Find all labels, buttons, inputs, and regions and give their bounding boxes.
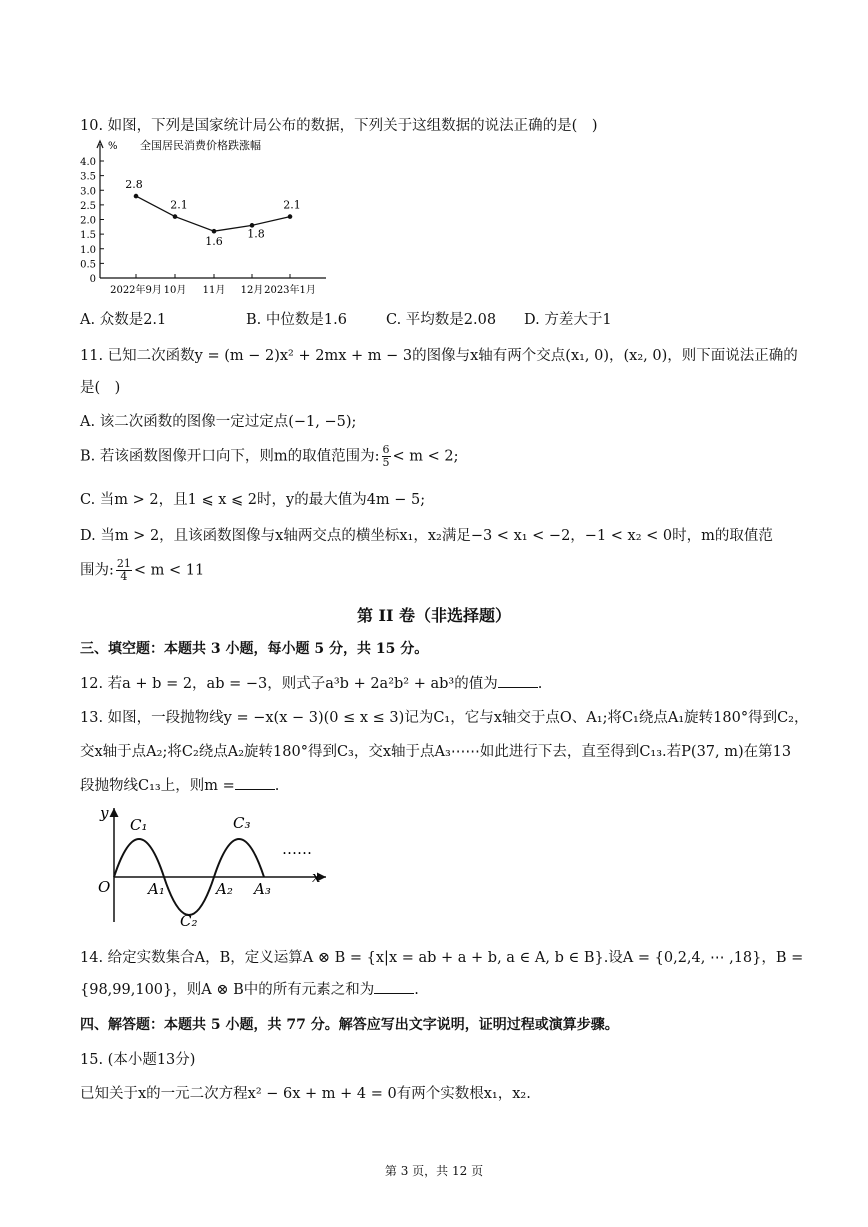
page-footer: 第 3 页，共 12 页 <box>384 1164 484 1178</box>
chart-x-tick-label: 12月 <box>240 285 264 296</box>
q10-line-chart <box>74 136 344 296</box>
axis-label-x: x <box>312 868 321 886</box>
q13-line1: 13. 如图，一段抛物线y = −x(x − 3)(0 ≤ x ≤ 3)记为C₁，它与x轴交于点O、A₁;将C₁绕点A₁旋转180°得到C₂， <box>80 710 809 726</box>
chart-y-tick-label: 3.0 <box>80 186 96 198</box>
chart-data-point <box>212 229 217 234</box>
q14-period: . <box>414 982 419 998</box>
chart-y-tick-label: 2.0 <box>80 215 96 227</box>
q11-stem-line1: 11. 已知二次函数y = (m − 2)x² + 2mx + m − 3的图像与x轴有两个交点(x₁, 0)，(x₂, 0)，则下面说法正确的 <box>80 348 798 364</box>
q14-stem-end: {98,99,100}，则A ⊗ B中的所有元素之和为 <box>80 982 375 998</box>
chart-data-label: 1.6 <box>205 235 223 249</box>
q11-option-d-line2 <box>80 558 204 583</box>
fraction-numerator: 6 <box>382 443 390 456</box>
curve-c3 <box>214 839 264 877</box>
chart-data-label: 2.1 <box>170 198 188 212</box>
chart-x-tick-label: 2023年1月 <box>264 285 316 296</box>
q15-text: 已知关于x的一元二次方程x² − 6x + m + 4 = 0有两个实数根x₁，x₂. <box>80 1086 531 1102</box>
curve-c1 <box>114 839 164 877</box>
q10-option-d: D. 方差大于1 <box>524 312 612 328</box>
chart-x-tick-label: 11月 <box>202 285 226 296</box>
chart-y-tick-label: 3.5 <box>80 171 96 183</box>
chart-data-point <box>134 194 139 199</box>
q13-stem-end: 段抛物线C₁₃上，则m = <box>80 778 235 794</box>
chart-data-point <box>173 214 178 219</box>
section-title: 第 II 卷（非选择题） <box>356 606 512 625</box>
q12-period: . <box>537 676 543 692</box>
chart-x-tick-label: 2022年9月 <box>110 285 162 296</box>
q11-option-b-fraction <box>382 444 391 469</box>
answer-blank <box>498 675 538 688</box>
fraction-denominator: 4 <box>120 570 128 583</box>
q13-period: . <box>274 778 280 794</box>
chart-data-label: 1.8 <box>247 227 265 241</box>
label-c2: C₂ <box>180 912 198 930</box>
chart-y-tick-label: 0 <box>89 274 96 285</box>
q11-option-c: C. 当m > 2，且1 ⩽ x ⩽ 2时，y的最大值为4m − 5; <box>80 492 426 508</box>
curve-c2 <box>164 877 214 915</box>
q15-header: 15. (本小题13分) <box>80 1052 196 1068</box>
label-a2: A₂ <box>216 880 233 898</box>
q11-option-d-line1: D. 当m > 2，且该函数图像与x轴两交点的横坐标x₁，x₂满足−3 < x₁ < −2，−1 < x₂ < 0时，m的取值范 <box>80 528 773 544</box>
q12-text <box>80 672 542 693</box>
q10-stem: 10. 如图，下列是国家统计局公布的数据，下列关于这组数据的说法正确的是( ) <box>80 118 598 134</box>
label-c3: C₃ <box>233 814 251 832</box>
chart-y-tick-label: 0.5 <box>80 259 96 271</box>
q11-stem-line2: 是( ) <box>80 380 121 396</box>
fraction-denominator: 5 <box>382 456 390 469</box>
chart-y-tick-label: 4.0 <box>80 157 96 168</box>
label-a1: A₁ <box>148 880 165 898</box>
fill-in-section-header: 三、填空题：本题共 3 小题，每小题 5 分，共 15 分。 <box>80 641 429 657</box>
q12-stem: 12. 若a + b = 2，ab = −3，则式子a³b + 2a²b² + ab³的值为 <box>80 676 498 692</box>
chart-series-line <box>136 196 290 231</box>
q11-option-d-text: 围为: <box>80 562 114 579</box>
q10-option-c: C. 平均数是2.08 <box>386 312 497 328</box>
label-a3: A₃ <box>254 880 271 898</box>
chart-y-unit: % <box>108 141 118 152</box>
chart-y-tick-label: 2.5 <box>80 200 96 212</box>
q14-line1: 14. 给定实数集合A，B，定义运算A ⊗ B = {x|x = ab + a + b, a ∈ A, b ∈ B}.设A = {0,2,4, ⋯ ,18}，B = <box>80 950 804 966</box>
chart-y-tick-label: 1.5 <box>80 230 96 242</box>
axis-label-y: y <box>100 804 109 822</box>
q14-line2 <box>80 978 419 999</box>
q11-option-b <box>80 444 459 469</box>
chart-data-label: 2.8 <box>125 178 143 192</box>
q11-option-d-range: < m < 11 <box>133 562 205 579</box>
chart-data-label: 2.1 <box>283 198 301 212</box>
q13-parabola-figure <box>78 802 338 932</box>
q11-option-b-text: B. 若该函数图像开口向下，则m的取值范围为: <box>80 448 380 465</box>
q11-option-b-range: < m < 2; <box>392 448 459 465</box>
q10-option-a: A. 众数是2.1 <box>80 312 167 328</box>
q11-option-d-fraction <box>116 558 132 583</box>
q13-line2: 交x轴于点A₂;将C₂绕点A₂旋转180°得到C₃，交x轴于点A₃⋯⋯如此进行下去，直至得到C₁₃.若P(37, m)在第13 <box>80 744 792 760</box>
solve-section-header: 四、解答题：本题共 5 小题，共 77 分。解答应写出文字说明，证明过程或演算步骤。 <box>80 1017 619 1033</box>
chart-x-tick-label: 10月 <box>163 285 187 296</box>
label-c1: C₁ <box>130 816 148 834</box>
origin-label: O <box>98 878 111 896</box>
chart-title: 全国居民消费价格跌涨幅 <box>140 139 261 152</box>
fraction-numerator: 21 <box>116 557 131 570</box>
q11-option-a: A. 该二次函数的图像一定过定点(−1, −5); <box>80 414 357 430</box>
q13-line3 <box>80 774 279 795</box>
answer-blank <box>374 981 414 994</box>
chart-data-point <box>288 214 293 219</box>
chart-y-tick-label: 1.0 <box>80 244 96 256</box>
answer-blank <box>235 777 275 790</box>
q10-option-b: B. 中位数是1.6 <box>246 312 347 328</box>
continuation-dots: …… <box>282 840 312 858</box>
